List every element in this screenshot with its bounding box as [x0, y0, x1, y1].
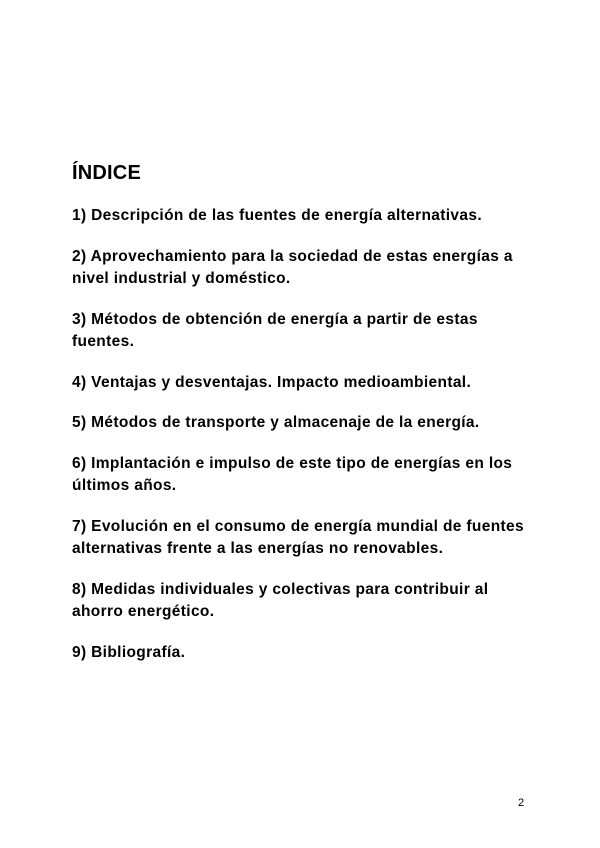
toc-item-6: 6) Implantación e impulso de este tipo de energías en los últimos años. [72, 454, 513, 494]
toc-item-1: 1) Descripción de las fuentes de energía alternativas. [72, 207, 482, 224]
toc-item-7: 7) Evolución en el consumo de energía mundial de fuentes alternativas frente a las energías no renovables. [72, 517, 524, 557]
toc-item-5: 5) Métodos de transporte y almacenaje de la energía. [72, 414, 480, 431]
table-of-contents [72, 205, 542, 682]
page-title: ÍNDICE [72, 162, 141, 184]
toc-item-4: 4) Ventajas y desventajas. Impacto medioambiental. [72, 373, 472, 391]
toc-item-9: 9) Bibliografía. [72, 643, 186, 661]
toc-item-8: 8) Medidas individuales y colectivas para contribuir al ahorro energético. [72, 580, 489, 620]
page-number: 2 [518, 797, 525, 809]
toc-item-2: 2) Aprovechamiento para la sociedad de estas energías a nivel industrial y doméstico. [72, 247, 513, 287]
toc-item-3: 3) Métodos de obtención de energía a partir de estas fuentes. [72, 310, 478, 350]
